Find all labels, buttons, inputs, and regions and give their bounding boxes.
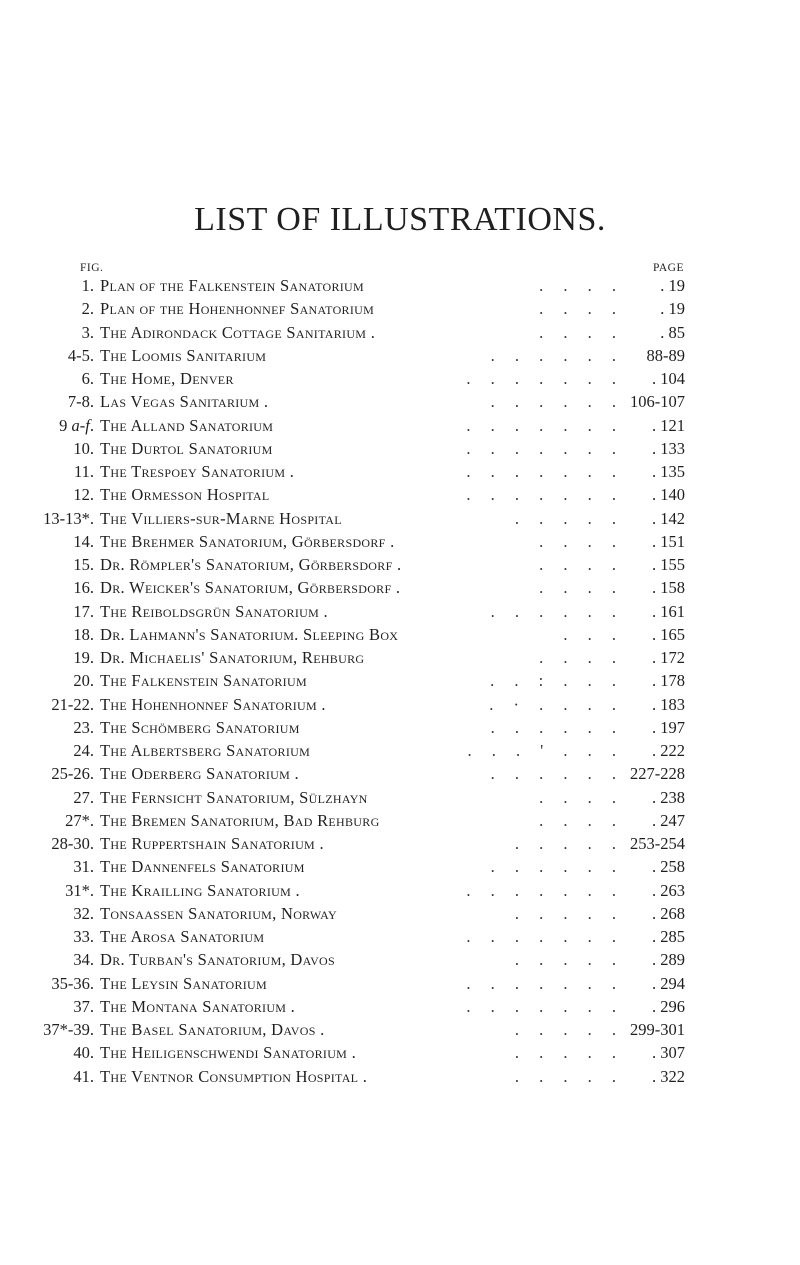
illustration-title: The Ventnor Consumption Hospital . [100,1066,368,1086]
list-item [0,344,800,367]
leader-dots: . . . . [539,810,624,830]
illustration-title: The Falkenstein Sanatorium [100,671,307,691]
list-item [0,786,800,809]
figure-number: 27*. [65,810,94,830]
page-number: . 268 [652,903,685,923]
list-item [0,274,800,297]
leader-dots: . . . . . [514,508,624,528]
illustration-title: Las Vegas Sanitarium . [100,392,269,412]
figure-number: 15. [73,555,94,574]
leader-dots: . . . . [539,322,624,342]
figure-number: 37*-39. [43,1020,94,1039]
page-title: LIST OF ILLUSTRATIONS. [194,201,606,238]
leader-dots: . . . . . . [490,601,624,621]
list-item [0,1041,800,1064]
list-item [0,739,800,762]
list-item [0,972,800,995]
figure-number: 40. [73,1043,94,1063]
illustration-title: The Krailling Sanatorium . [100,880,300,900]
list-item [0,297,800,320]
leader-dots: . . . . . . . [466,973,624,993]
page-number: . 121 [652,415,685,435]
illustration-title: The Basel Sanatorium, Davos . [100,1020,325,1039]
illustration-title: The Hohenhonnef Sanatorium . [100,694,326,714]
list-item [0,716,800,739]
figure-number: 3. [81,322,94,342]
figure-number: 10. [73,438,94,458]
list-item [0,693,800,716]
page-number: . 258 [652,857,685,877]
list-item [0,948,800,971]
illustration-title: The Durtol Sanatorium [100,438,273,458]
list-item [0,809,800,832]
figure-number: 27. [73,787,94,807]
leader-dots: . . . . [539,787,624,807]
figure-number: 4-5. [67,345,94,365]
figure-number: 25-26. [51,764,94,784]
leader-dots: . . . . . . . [466,438,624,458]
figure-number: 7-8. [67,392,94,412]
list-item [0,925,800,948]
list-item [0,321,800,344]
page-number: 106-107 [630,392,685,412]
list-item [0,623,800,646]
figure-number: 23. [73,717,94,737]
leader-dots: . . : . . . [490,671,624,691]
figure-number: 2. [81,299,94,319]
leader-dots: . . . . . [514,950,624,970]
illustration-title: The Schömberg Sanatorium [100,717,300,737]
illustration-title: Dr. Michaelis' Sanatorium, Rehburg [100,648,365,667]
page-number: . 238 [652,787,685,807]
leader-dots: . . . ' . . . [467,741,624,760]
page-number: . 285 [652,927,685,946]
list-item [0,507,800,530]
page-number: . 140 [652,485,685,505]
page-number: . 142 [652,508,685,528]
list-item [0,600,800,623]
leader-dots: . . . . . . [490,717,624,737]
page-number: . 289 [652,950,685,970]
leader-dots: . . . . . . . [466,927,624,946]
leader-dots: . . . . . [514,834,624,853]
illustration-title: The Trespoey Sanatorium . [100,462,295,481]
list-item [0,995,800,1018]
page-number: . 197 [652,717,685,737]
page-number: . 158 [652,578,685,598]
page-number: . 178 [652,671,685,691]
list-item [0,530,800,553]
leader-dots: . . . . . . [490,764,624,784]
figure-number: 16. [73,578,94,598]
leader-dots: . . . . . [514,1043,624,1063]
figure-number: 6. [81,369,94,388]
page-number: . 19 [660,276,685,295]
figure-number: 41. [73,1066,94,1086]
illustration-title: The Dannenfels Sanatorium [100,857,305,877]
illustration-title: Dr. Turban's Sanatorium, Davos [100,950,335,970]
list-item [0,553,800,576]
page-number: 88-89 [646,345,685,365]
figure-number: 13-13*. [43,508,94,528]
page-number: . 165 [652,624,685,644]
list-item [0,879,800,902]
page-number: . 294 [652,973,685,993]
illustration-title: Dr. Lahmann's Sanatorium. Sleeping Box [100,624,399,644]
page-number: . 155 [652,555,685,574]
page-number: . 296 [652,996,685,1016]
leader-dots: . . . . . . . [466,996,624,1016]
leader-dots: . . . . [539,276,624,295]
leader-dots: . . . . . . [490,857,624,877]
illustration-title: The Adirondack Cottage Sanitarium . [100,322,376,342]
leader-dots: . . . . . . . [466,462,624,481]
illustration-title: The Oderberg Sanatorium . [100,764,299,784]
list-item [0,832,800,855]
figure-number: 32. [73,903,94,923]
page-number: . 104 [652,369,685,388]
page-number: 299-301 [630,1020,685,1039]
page-column-header: PAGE [653,262,684,274]
leader-dots: . . . . [539,578,624,598]
page-number: . 183 [652,694,685,714]
leader-dots: . · . . . . [489,694,624,714]
leader-dots: . . . . . . . [466,485,624,505]
leader-dots: . . . . . [514,1066,624,1086]
page-number: . 133 [652,438,685,458]
illustration-title: Tonsaassen Sanatorium, Norway [100,903,337,923]
page-number: . 247 [652,810,685,830]
leader-dots: . . . . [539,648,624,667]
illustration-title: The Fernsicht Sanatorium, Sülzhayn [100,787,368,807]
fig-column-header: FIG. [80,262,104,274]
list-item [0,762,800,785]
illustration-title: The Ormesson Hospital [100,485,270,505]
figure-number: 19. [73,648,94,667]
leader-dots: . . . . [539,299,624,319]
leader-dots: . . . . . . . [466,415,624,435]
leader-dots: . . . . [539,555,624,574]
list-item [0,1065,800,1088]
illustration-title: The Villiers-sur-Marne Hospital [100,508,342,528]
list-item [0,460,800,483]
figure-number: 31. [73,857,94,877]
page-number: . 135 [652,462,685,481]
illustration-title: The Alland Sanatorium [100,415,274,435]
list-item [0,669,800,692]
page-number: . 172 [652,648,685,667]
page-number: . 19 [660,299,685,319]
figure-number: 11. [73,462,94,481]
illustration-title: The Home, Denver [100,369,234,388]
figure-number: 34. [73,950,94,970]
illustration-title: The Albertsberg Sanatorium [100,741,311,760]
list-item [0,390,800,413]
figure-number: 18. [73,624,94,644]
page-number: . 151 [652,531,685,551]
illustration-title: Plan of the Hohenhonnef Sanatorium [100,299,375,319]
figure-number: 24. [73,741,94,760]
list-item [0,646,800,669]
figure-number: 14. [73,531,94,551]
figure-number: 9 a-f. [59,415,94,435]
page-number: . 263 [652,880,685,900]
illustration-title: The Brehmer Sanatorium, Görbersdorf . [100,531,395,551]
illustration-title: The Montana Sanatorium . [100,996,296,1016]
figure-number: 20. [73,671,94,691]
figure-number: 35-36. [51,973,94,993]
illustration-title: The Reiboldsgrün Sanatorium . [100,601,328,621]
illustration-title: The Bremen Sanatorium, Bad Rehburg [100,810,380,830]
page-number: . 222 [652,741,685,760]
illustration-title: The Heiligenschwendi Sanatorium . [100,1043,356,1063]
illustrations-list [0,274,800,1088]
page-number: . 85 [660,322,685,342]
leader-dots: . . . . . [514,1020,624,1039]
figure-number: 1. [81,276,94,295]
page-number: . 322 [652,1066,685,1086]
list-item [0,367,800,390]
illustration-title: The Leysin Sanatorium [100,973,267,993]
figure-number: 17. [73,601,94,621]
list-item [0,1018,800,1041]
list-item [0,855,800,878]
leader-dots: . . . [563,624,624,644]
illustration-title: The Arosa Sanatorium [100,927,265,946]
figure-number: 28-30. [51,834,94,853]
page-number: 253-254 [630,834,685,853]
illustration-title: Plan of the Falkenstein Sanatorium [100,276,364,295]
page-number: . 307 [652,1043,685,1063]
figure-number: 21-22. [51,694,94,714]
leader-dots: . . . . [539,531,624,551]
page-number: . 161 [652,601,685,621]
figure-number: 12. [73,485,94,505]
illustration-title: Dr. Weicker's Sanatorium, Görbersdorf . [100,578,401,598]
list-item [0,483,800,506]
list-item [0,414,800,437]
illustration-title: The Loomis Sanitarium [100,345,267,365]
leader-dots: . . . . . [514,903,624,923]
list-item [0,437,800,460]
figure-number: 31*. [65,880,94,900]
figure-number: 37. [73,996,94,1016]
figure-number: 33. [73,927,94,946]
leader-dots: . . . . . . [490,345,624,365]
page-number: 227-228 [630,764,685,784]
leader-dots: . . . . . . [490,392,624,412]
leader-dots: . . . . . . . [466,880,624,900]
leader-dots: . . . . . . . [466,369,624,388]
illustration-title: Dr. Römpler's Sanatorium, Görbersdorf . [100,555,402,574]
list-item [0,576,800,599]
illustration-title: The Ruppertshain Sanatorium . [100,834,324,853]
list-item [0,902,800,925]
